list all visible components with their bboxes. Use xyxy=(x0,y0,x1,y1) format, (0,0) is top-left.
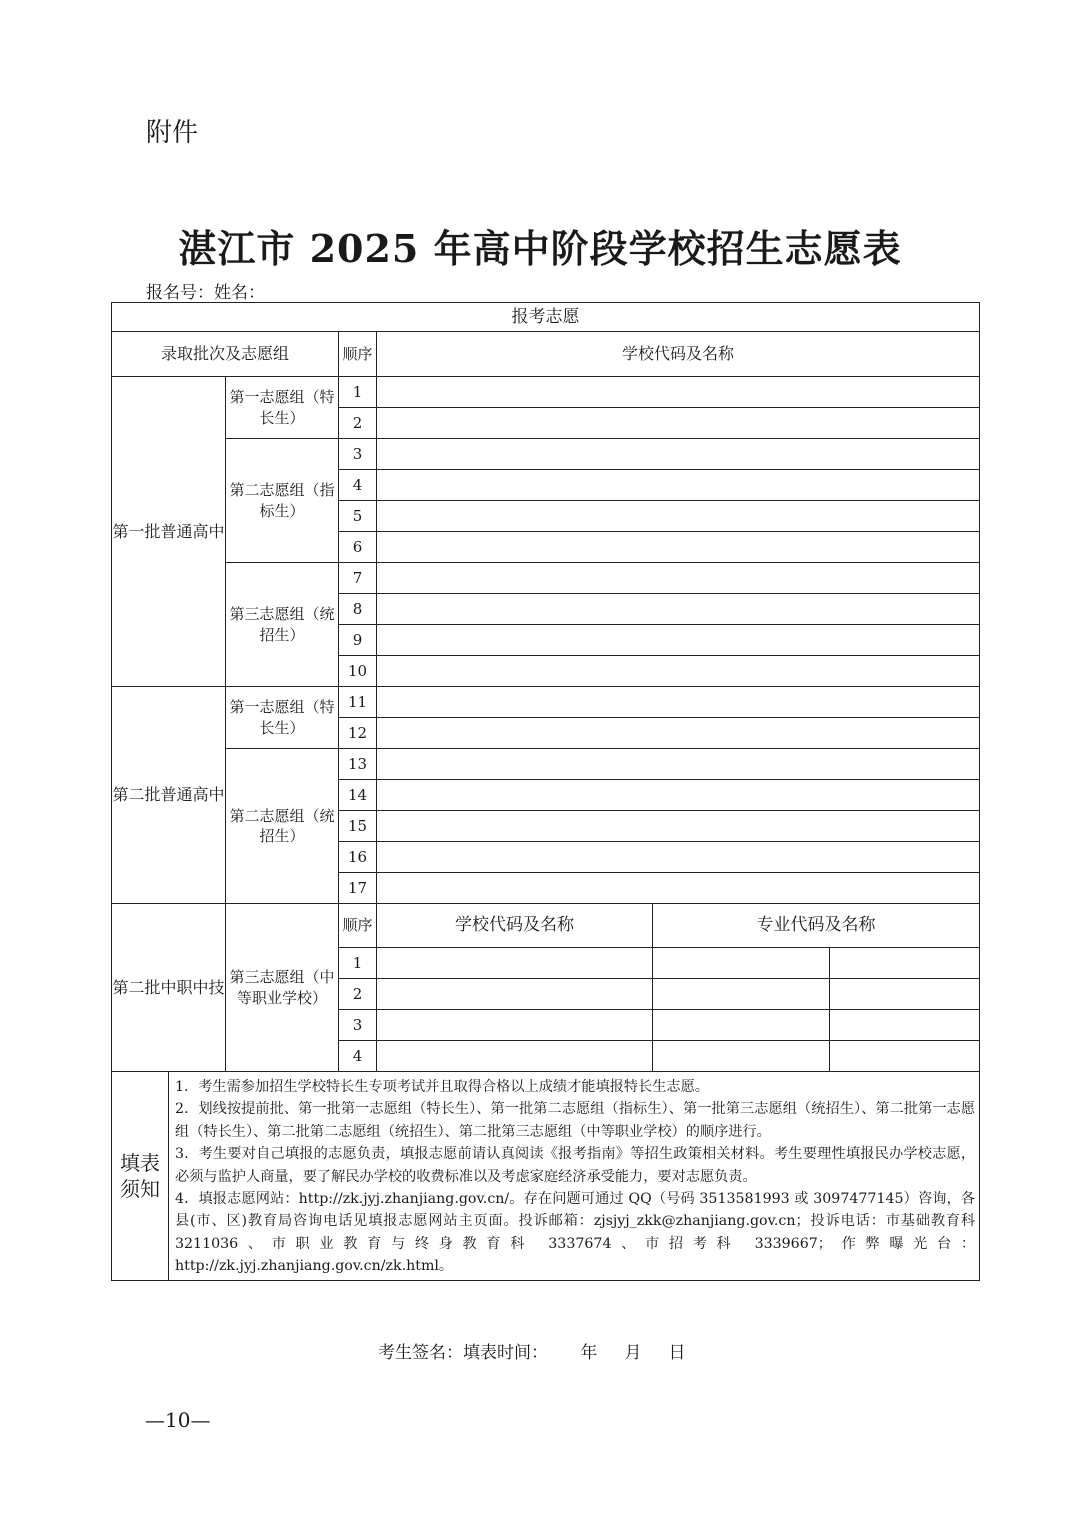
school-input-cell[interactable] xyxy=(377,470,980,501)
order-number: 1 xyxy=(339,377,377,408)
school-input-cell[interactable] xyxy=(377,563,980,594)
batch2-group1-label: 第一志愿组（特长生） xyxy=(226,687,339,749)
order-number: 2 xyxy=(339,408,377,439)
school-input-cell[interactable] xyxy=(377,979,653,1010)
school-input-cell[interactable] xyxy=(377,687,980,718)
note-item: 2．划线按提前批、第一批第一志愿组（特长生）、第一批第二志愿组（指标生）、第一批第三志愿组（统招生）、第二批第一志愿组（特长生）、第二批第二志愿组（统招生）、第二批第三志愿组（中等职业学校）的顺序进行。 xyxy=(175,1101,976,1140)
attachment-label: 附件 xyxy=(146,118,199,148)
school-input-cell[interactable] xyxy=(377,749,980,780)
school-input-cell[interactable] xyxy=(377,948,653,979)
order-number: 16 xyxy=(339,842,377,873)
note-item: 4．填报志愿网站：http://zk.jyj.zhanjiang.gov.cn/。存在问题可通过 QQ（号码 3513581993 或 3097477145）咨询，各县(市、区)教育局咨询电话见填报志愿网站主页面。投诉邮箱：zjsjyj_zkk@zhanjiang.gov.cn；投诉电话：市基础教育科 3211036、市职业教育与终身教育科 3337674、市招考科 3339667；作弊曝光台：http://zk.jyj.zhanjiang.gov.cn/zk.html。 xyxy=(175,1191,976,1275)
school-header: 学校代码及名称 xyxy=(377,904,653,948)
major-input-cell[interactable] xyxy=(653,1010,830,1041)
batch3-label: 第二批中职中技 xyxy=(112,904,226,1072)
signature-line: 考生签名：填表时间： 年 月 日 xyxy=(378,1343,686,1363)
order-number: 1 xyxy=(339,948,377,979)
school-input-cell[interactable] xyxy=(377,811,980,842)
order-number: 5 xyxy=(339,501,377,532)
batch2-label: 第二批普通高中 xyxy=(112,687,226,904)
section-header: 报考志愿 xyxy=(112,303,980,332)
school-input-cell[interactable] xyxy=(377,377,980,408)
major-input-cell[interactable] xyxy=(830,1010,980,1041)
school-input-cell[interactable] xyxy=(377,501,980,532)
major-input-cell[interactable] xyxy=(653,979,830,1010)
school-header: 学校代码及名称 xyxy=(377,332,980,377)
batch1-label: 第一批普通高中 xyxy=(112,377,226,687)
major-input-cell[interactable] xyxy=(830,948,980,979)
order-number: 12 xyxy=(339,718,377,749)
school-input-cell[interactable] xyxy=(377,408,980,439)
batch-group-header: 录取批次及志愿组 xyxy=(112,332,339,377)
order-number: 3 xyxy=(339,1010,377,1041)
batch2-group2-label: 第二志愿组（统招生） xyxy=(226,749,339,904)
order-number: 14 xyxy=(339,780,377,811)
order-number: 2 xyxy=(339,979,377,1010)
major-input-cell[interactable] xyxy=(830,1041,980,1072)
major-input-cell[interactable] xyxy=(830,979,980,1010)
order-number: 9 xyxy=(339,625,377,656)
order-number: 15 xyxy=(339,811,377,842)
school-input-cell[interactable] xyxy=(377,873,980,904)
notes-label: 填表须知 xyxy=(112,1072,169,1281)
order-header: 顺序 xyxy=(339,332,377,377)
major-input-cell[interactable] xyxy=(653,948,830,979)
school-input-cell[interactable] xyxy=(377,842,980,873)
school-input-cell[interactable] xyxy=(377,594,980,625)
school-input-cell[interactable] xyxy=(377,625,980,656)
order-number: 11 xyxy=(339,687,377,718)
order-number: 10 xyxy=(339,656,377,687)
page-number: —10— xyxy=(145,1408,211,1432)
batch3-group-label: 第三志愿组（中等职业学校） xyxy=(226,904,339,1072)
school-input-cell[interactable] xyxy=(377,780,980,811)
note-item: 3．考生要对自己填报的志愿负责，填报志愿前请认真阅读《报考指南》等招生政策相关材料。考生要理性填报民办学校志愿，必须与监护人商量，要了解民办学校的收费标准以及考虑家庭经济承受能力，要对志愿负责。 xyxy=(175,1146,976,1185)
order-number: 13 xyxy=(339,749,377,780)
order-header: 顺序 xyxy=(339,904,377,948)
order-number: 4 xyxy=(339,1041,377,1072)
batch1-group1-label: 第一志愿组（特长生） xyxy=(226,377,339,439)
school-input-cell[interactable] xyxy=(377,1010,653,1041)
note-item: 1．考生需参加招生学校特长生专项考试并且取得合格以上成绩才能填报特长生志愿。 xyxy=(175,1079,709,1095)
order-number: 4 xyxy=(339,470,377,501)
notes-content xyxy=(169,1072,980,1281)
order-number: 7 xyxy=(339,563,377,594)
school-input-cell[interactable] xyxy=(377,439,980,470)
order-number: 6 xyxy=(339,532,377,563)
school-input-cell[interactable] xyxy=(377,718,980,749)
batch1-group3-label: 第三志愿组（统招生） xyxy=(226,563,339,687)
school-input-cell[interactable] xyxy=(377,1041,653,1072)
application-form-table xyxy=(111,302,980,1281)
batch1-group2-label: 第二志愿组（指标生） xyxy=(226,439,339,563)
order-number: 8 xyxy=(339,594,377,625)
major-input-cell[interactable] xyxy=(653,1041,830,1072)
order-number: 17 xyxy=(339,873,377,904)
form-title: 湛江市 2025 年高中阶段学校招生志愿表 xyxy=(178,226,902,271)
major-header: 专业代码及名称 xyxy=(653,904,980,948)
registration-info: 报名号：姓名： xyxy=(146,283,265,303)
order-number: 3 xyxy=(339,439,377,470)
school-input-cell[interactable] xyxy=(377,656,980,687)
school-input-cell[interactable] xyxy=(377,532,980,563)
